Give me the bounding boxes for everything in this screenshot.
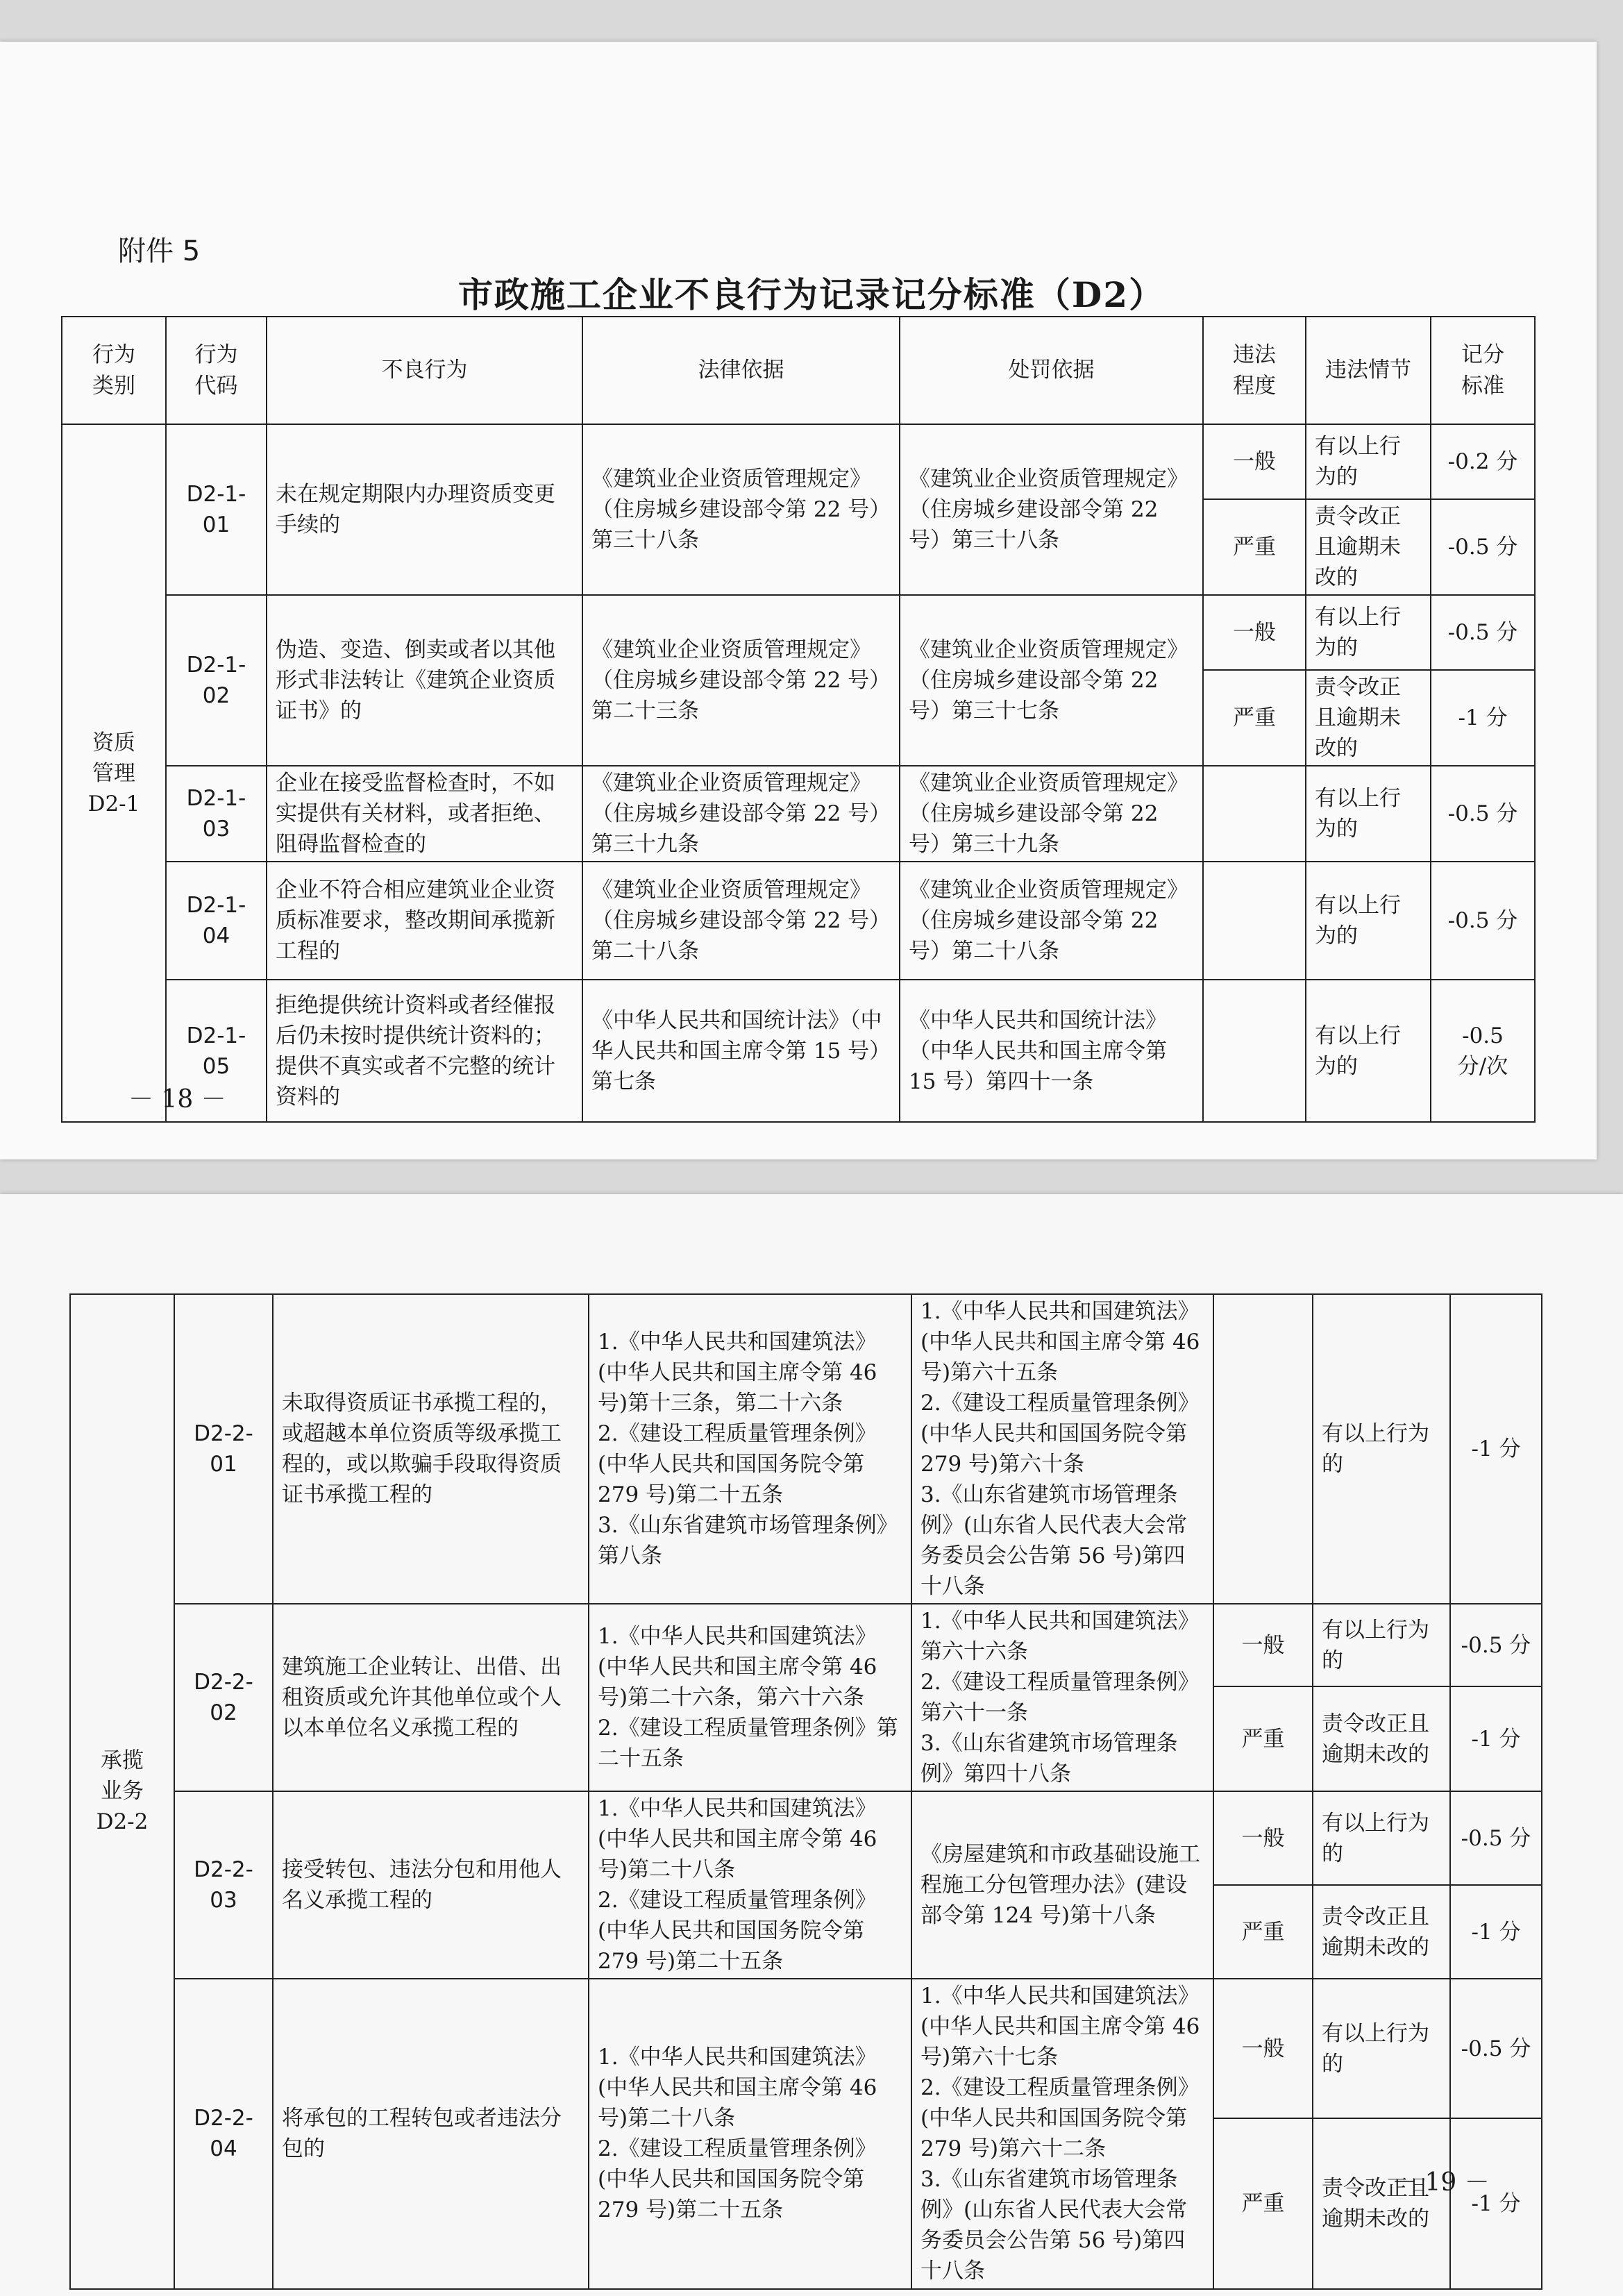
circumstance-cell: 有以上行为的: [1306, 862, 1431, 980]
penalty-cell: 1.《中华人民共和国建筑法》(中华人民共和国主席令第 46 号)第六十五条 2.《建设工程质量管理条例》(中华人民共和国国务院令第 279 号)第六十条 3.《山东省建筑市场管理条例》(山东省人民代表大会常务委员会公告第 56 号)第四十八条: [911, 1294, 1213, 1604]
header-category: 行为 类别: [62, 317, 166, 424]
header-penalty-basis: 处罚依据: [900, 317, 1203, 424]
law-cell: 1.《中华人民共和国建筑法》(中华人民共和国主席令第 46 号)第十三条，第二十六条 2.《建设工程质量管理条例》(中华人民共和国国务院令第 279 号)第二十五条 3.《山东省建筑市场管理条例》第八条: [589, 1294, 911, 1604]
circumstance-cell: 责令改正且逾期未改的: [1313, 1885, 1450, 1979]
score-cell: -1 分: [1450, 1885, 1542, 1979]
penalty-cell: 1.《中华人民共和国建筑法》(中华人民共和国主席令第 46 号)第六十七条 2.《建设工程质量管理条例》(中华人民共和国国务院令第 279 号)第六十二条 3.《山东省建筑市场管理条例》(山东省人民代表大会常务委员会公告第 56 号)第四十八条: [911, 1979, 1213, 2288]
circumstance-cell: 有以上行为的: [1306, 424, 1431, 499]
table-row: [62, 862, 1535, 980]
circumstance-cell: 有以上行为的: [1306, 980, 1431, 1122]
behavior-cell: 伪造、变造、倒卖或者以其他形式非法转让《建筑企业资质证书》的: [267, 595, 582, 766]
severity-cell: [1203, 862, 1306, 980]
code-cell: D2-1-01: [166, 424, 267, 595]
severity-cell: 一般: [1213, 1791, 1313, 1885]
behavior-cell: 企业在接受监督检查时，不如实提供有关材料，或者拒绝、阻碍监督检查的: [267, 766, 582, 862]
page-number-18: － 18 －: [128, 1085, 226, 1114]
severity-cell: 严重: [1213, 2118, 1313, 2288]
behavior-cell: 企业不符合相应建筑业企业资质标准要求，整改期间承揽新工程的: [267, 862, 582, 980]
score-cell: -0.5 分: [1431, 595, 1535, 670]
severity-cell: [1203, 766, 1306, 862]
severity-cell: 严重: [1213, 1686, 1313, 1791]
header-row: [62, 317, 1535, 424]
header-code: 行为 代码: [166, 317, 267, 424]
code-cell: D2-2-01: [174, 1294, 273, 1604]
circumstance-cell: 有以上行为的: [1306, 595, 1431, 670]
table-d2-2: [69, 1293, 1542, 2290]
law-cell: 《中华人民共和国统计法》（中华人民共和国主席令第 15 号）第七条: [582, 980, 900, 1122]
category-cell: 资质 管理 D2-1: [62, 424, 166, 1122]
header-score: 记分 标准: [1431, 317, 1535, 424]
score-cell: -1 分: [1450, 2118, 1542, 2288]
table-row: [70, 1294, 1542, 1604]
score-cell: -0.5 分/次: [1431, 980, 1535, 1122]
penalty-cell: 《建筑业企业资质管理规定》（住房城乡建设部令第 22 号）第二十八条: [900, 862, 1203, 980]
circumstance-cell: 责令改正且逾期未改的: [1306, 670, 1431, 766]
code-cell: D2-1-05: [166, 980, 267, 1122]
circumstance-cell: 有以上行为的: [1313, 1791, 1450, 1885]
category-cell: 承揽 业务 D2-2: [70, 1294, 174, 2289]
severity-cell: 一般: [1203, 424, 1306, 499]
document-title: 市政施工企业不良行为记录记分标准（D2）: [457, 274, 1166, 315]
code-cell: D2-2-02: [174, 1604, 273, 1791]
law-cell: 1.《中华人民共和国建筑法》(中华人民共和国主席令第 46 号)第二十八条 2.《建设工程质量管理条例》(中华人民共和国国务院令第 279 号)第二十五条: [589, 1979, 911, 2288]
penalty-cell: 1.《中华人民共和国建筑法》第六十六条 2.《建设工程质量管理条例》第六十一条 3.《山东省建筑市场管理条例》第四十八条: [911, 1604, 1213, 1791]
law-cell: 《建筑业企业资质管理规定》（住房城乡建设部令第 22 号）第二十三条: [582, 595, 900, 766]
score-cell: -0.5 分: [1431, 862, 1535, 980]
score-cell: -1 分: [1450, 1686, 1542, 1791]
table-row: [70, 1791, 1542, 1885]
behavior-cell: 未在规定期限内办理资质变更手续的: [267, 424, 582, 595]
circumstance-cell: 有以上行为的: [1313, 1979, 1450, 2118]
code-cell: D2-2-04: [174, 1979, 273, 2288]
behavior-cell: 未取得资质证书承揽工程的，或超越本单位资质等级承揽工程的，或以欺骗手段取得资质证书承揽工程的: [273, 1294, 589, 1604]
score-cell: -1 分: [1450, 1294, 1542, 1604]
table-row: [70, 1979, 1542, 2118]
page-number-19: － 19 －: [1392, 2168, 1490, 2197]
circumstance-cell: 责令改正且逾期未改的: [1306, 499, 1431, 595]
law-cell: 1.《中华人民共和国建筑法》(中华人民共和国主席令第 46 号)第二十六条，第六十六条 2.《建设工程质量管理条例》第二十五条: [589, 1604, 911, 1791]
code-cell: D2-2-03: [174, 1791, 273, 1979]
score-cell: -0.5 分: [1450, 1791, 1542, 1885]
circumstance-cell: 责令改正且逾期未改的: [1313, 1686, 1450, 1791]
header-severity: 违法 程度: [1203, 317, 1306, 424]
table-row: [62, 424, 1535, 499]
behavior-cell: 建筑施工企业转让、出借、出租资质或允许其他单位或个人以本单位名义承揽工程的: [273, 1604, 589, 1791]
law-cell: 《建筑业企业资质管理规定》（住房城乡建设部令第 22 号）第三十九条: [582, 766, 900, 862]
score-cell: -0.5 分: [1431, 499, 1535, 595]
header-behavior: 不良行为: [267, 317, 582, 424]
severity-cell: 严重: [1213, 1885, 1313, 1979]
severity-cell: 一般: [1213, 1979, 1313, 2118]
law-cell: 1.《中华人民共和国建筑法》(中华人民共和国主席令第 46 号)第二十八条 2.《建设工程质量管理条例》(中华人民共和国国务院令第 279 号)第二十五条: [589, 1791, 911, 1979]
behavior-cell: 接受转包、违法分包和用他人名义承揽工程的: [273, 1791, 589, 1979]
severity-cell: 严重: [1203, 499, 1306, 595]
code-cell: D2-1-03: [166, 766, 267, 862]
penalty-cell: 《房屋建筑和市政基础设施工程施工分包管理办法》(建设部令第 124 号)第十八条: [911, 1791, 1213, 1979]
score-cell: -1 分: [1431, 670, 1535, 766]
header-circumstance: 违法情节: [1306, 317, 1431, 424]
behavior-cell: 将承包的工程转包或者违法分包的: [273, 1979, 589, 2288]
behavior-cell: 拒绝提供统计资料或者经催报后仍未按时提供统计资料的；提供不真实或者不完整的统计资料的: [267, 980, 582, 1122]
circumstance-cell: 有以上行为的: [1313, 1604, 1450, 1686]
law-cell: 《建筑业企业资质管理规定》（住房城乡建设部令第 22 号）第二十八条: [582, 862, 900, 980]
penalty-cell: 《建筑业企业资质管理规定》（住房城乡建设部令第 22 号）第三十八条: [900, 424, 1203, 595]
circumstance-cell: 有以上行为的: [1313, 1294, 1450, 1604]
law-cell: 《建筑业企业资质管理规定》（住房城乡建设部令第 22 号）第三十八条: [582, 424, 900, 595]
code-cell: D2-1-02: [166, 595, 267, 766]
severity-cell: [1203, 980, 1306, 1122]
attachment-label: 附件 5: [118, 235, 201, 267]
severity-cell: 一般: [1203, 595, 1306, 670]
circumstance-cell: 责令改正且逾期未改的: [1313, 2118, 1450, 2288]
score-cell: -0.5 分: [1431, 766, 1535, 862]
penalty-cell: 《中华人民共和国统计法》（中华人民共和国主席令第 15 号）第四十一条: [900, 980, 1203, 1122]
severity-cell: 严重: [1203, 670, 1306, 766]
table-row: [62, 766, 1535, 862]
severity-cell: [1213, 1294, 1313, 1604]
table-row: [62, 595, 1535, 670]
circumstance-cell: 有以上行为的: [1306, 766, 1431, 862]
score-cell: -0.5 分: [1450, 1979, 1542, 2118]
code-cell: D2-1-04: [166, 862, 267, 980]
score-cell: -0.2 分: [1431, 424, 1535, 499]
table-row: [70, 1604, 1542, 1686]
penalty-cell: 《建筑业企业资质管理规定》（住房城乡建设部令第 22 号）第三十九条: [900, 766, 1203, 862]
score-cell: -0.5 分: [1450, 1604, 1542, 1686]
table-row: [62, 980, 1535, 1122]
header-legal-basis: 法律依据: [582, 317, 900, 424]
table-d2-1: [61, 316, 1536, 1123]
penalty-cell: 《建筑业企业资质管理规定》（住房城乡建设部令第 22 号）第三十七条: [900, 595, 1203, 766]
severity-cell: 一般: [1213, 1604, 1313, 1686]
